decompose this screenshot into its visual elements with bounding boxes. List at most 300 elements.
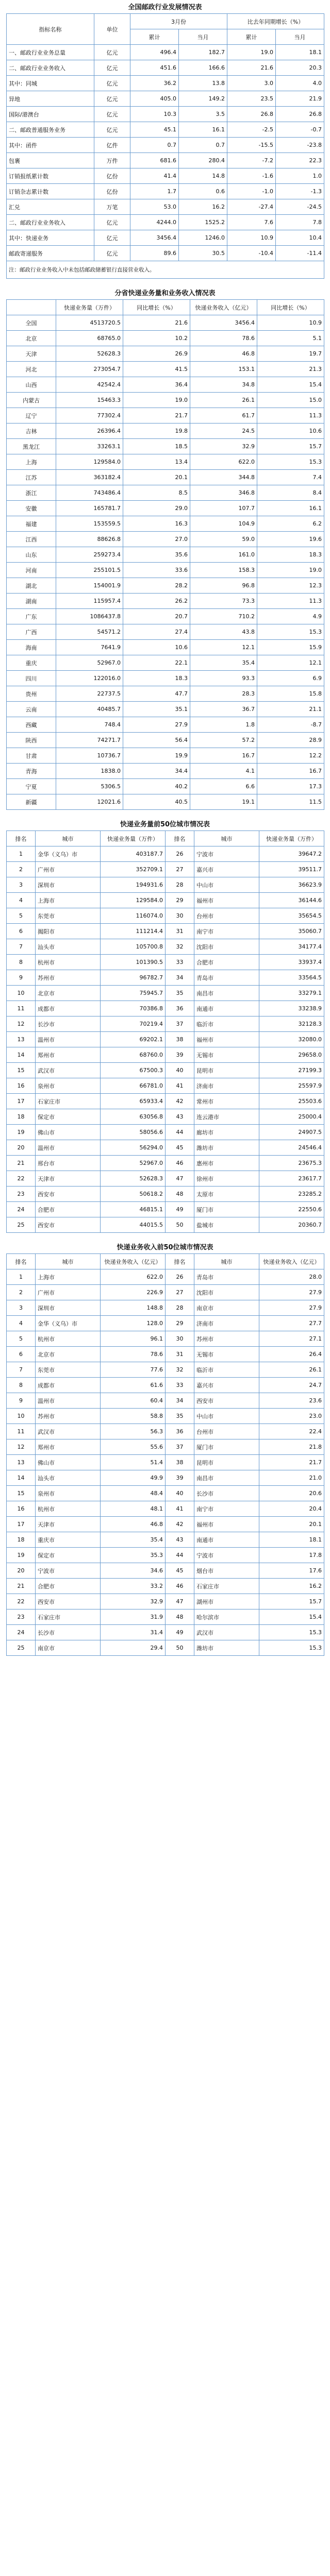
table-cell: 128.0 bbox=[101, 1316, 166, 1331]
table-cell: 681.6 bbox=[130, 153, 179, 168]
table-cell: 58056.6 bbox=[101, 1125, 166, 1140]
table-cell: 19.1 bbox=[190, 794, 257, 810]
table-row bbox=[7, 702, 324, 717]
table-cell: 13 bbox=[7, 1032, 36, 1047]
table-row bbox=[7, 501, 324, 516]
table-cell: 104.9 bbox=[190, 516, 257, 532]
table-cell: 69202.1 bbox=[101, 1032, 166, 1047]
table-cell: -0.7 bbox=[276, 122, 324, 138]
table-cell: 中山市 bbox=[194, 877, 259, 893]
table-cell: 4244.0 bbox=[130, 215, 179, 230]
table-row bbox=[7, 1532, 324, 1548]
table-cell: 上海 bbox=[7, 454, 56, 470]
table-cell: 26.9 bbox=[123, 346, 190, 362]
table-row bbox=[7, 640, 324, 655]
table-cell: 4 bbox=[7, 1316, 36, 1331]
table-cell: 33.2 bbox=[101, 1579, 166, 1594]
table-cell: 44015.5 bbox=[101, 1217, 166, 1233]
table-cell: 68760.0 bbox=[101, 1047, 166, 1063]
table-cell: 46815.1 bbox=[101, 1202, 166, 1217]
header-cell: 城市 bbox=[36, 831, 101, 846]
table-cell: 8 bbox=[7, 955, 36, 970]
table-cell: 11.3 bbox=[257, 594, 324, 609]
table-row bbox=[7, 1455, 324, 1470]
city-revenue-table-body bbox=[7, 1269, 324, 1656]
table-cell: 福州市 bbox=[194, 1517, 259, 1532]
table-row bbox=[7, 315, 324, 331]
table-cell: 13.8 bbox=[179, 76, 227, 91]
table-cell: 96.1 bbox=[101, 1331, 166, 1347]
table-cell: 23.5 bbox=[227, 91, 276, 107]
table2-title: 分省快递业务量和业务收入情况表 bbox=[114, 290, 216, 297]
table-cell: 43 bbox=[166, 1532, 194, 1548]
table-cell: 16.3 bbox=[123, 516, 190, 532]
table-cell: 26 bbox=[166, 1269, 194, 1285]
table-cell: 38 bbox=[166, 1032, 194, 1047]
table-cell: 11 bbox=[7, 1424, 36, 1439]
table-row bbox=[7, 1316, 324, 1331]
table-row bbox=[7, 168, 324, 184]
table-cell: 9 bbox=[7, 1393, 36, 1409]
table-cell: 四川 bbox=[7, 671, 56, 686]
table-cell: 44 bbox=[166, 1125, 194, 1140]
table-cell: 19.9 bbox=[123, 748, 190, 764]
table-cell: 3.5 bbox=[179, 107, 227, 122]
table-cell: 39 bbox=[166, 1047, 194, 1063]
table-row bbox=[7, 578, 324, 594]
table-cell: 22.3 bbox=[276, 153, 324, 168]
table-cell: 15.8 bbox=[257, 686, 324, 702]
table-row bbox=[7, 393, 324, 408]
table-cell: 15 bbox=[7, 1063, 36, 1078]
table-cell: 27.4 bbox=[123, 624, 190, 640]
table-cell: 徐州市 bbox=[194, 1171, 259, 1187]
table-cell: 其中：快递业务 bbox=[7, 230, 94, 246]
table-cell: 11.5 bbox=[257, 794, 324, 810]
table-cell: 27.9 bbox=[259, 1285, 324, 1300]
table-cell: 陕西 bbox=[7, 733, 56, 748]
table-cell: 58.8 bbox=[101, 1409, 166, 1424]
header-cell: 快递业务量（万件） bbox=[101, 831, 166, 846]
table-cell: 12 bbox=[7, 1439, 36, 1455]
table-cell: 25 bbox=[7, 1640, 36, 1656]
table-row bbox=[7, 1032, 324, 1047]
table-cell: 11 bbox=[7, 1001, 36, 1016]
table-row bbox=[7, 1409, 324, 1424]
table-cell: 36.7 bbox=[190, 702, 257, 717]
table-row bbox=[7, 1269, 324, 1285]
table-cell: 19 bbox=[7, 1125, 36, 1140]
table-cell: 32 bbox=[166, 1362, 194, 1378]
table-cell: 6.9 bbox=[257, 671, 324, 686]
table-cell: 沈阳市 bbox=[194, 1285, 259, 1300]
table-cell: 35060.7 bbox=[259, 924, 324, 939]
table-cell: 上海市 bbox=[36, 893, 101, 908]
table-cell: 贵州 bbox=[7, 686, 56, 702]
table-cell: 17.6 bbox=[259, 1563, 324, 1579]
table-cell: 47.7 bbox=[123, 686, 190, 702]
table-cell: 3 bbox=[7, 1300, 36, 1316]
table-cell: 101390.5 bbox=[101, 955, 166, 970]
table-cell: 149.2 bbox=[179, 91, 227, 107]
table-cell: 116074.0 bbox=[101, 908, 166, 924]
table-cell: 16.7 bbox=[257, 764, 324, 779]
table-cell: 20.1 bbox=[259, 1517, 324, 1532]
table-cell: 45 bbox=[166, 1563, 194, 1579]
table-cell: 48 bbox=[166, 1187, 194, 1202]
table-cell: 18.1 bbox=[259, 1532, 324, 1548]
table-cell: 2 bbox=[7, 1285, 36, 1300]
table-cell: 280.4 bbox=[179, 153, 227, 168]
table-row bbox=[7, 1202, 324, 1217]
table-cell: 346.8 bbox=[190, 485, 257, 501]
table-cell: 天津 bbox=[7, 346, 56, 362]
table-cell: 26.4 bbox=[259, 1347, 324, 1362]
table-cell: 12.3 bbox=[257, 578, 324, 594]
table-cell: 8.5 bbox=[123, 485, 190, 501]
table-cell: 西安市 bbox=[36, 1217, 101, 1233]
table-cell: 10.4 bbox=[276, 230, 324, 246]
table-cell: 15.7 bbox=[257, 439, 324, 454]
table-cell: 12021.6 bbox=[56, 794, 123, 810]
table-row bbox=[7, 331, 324, 346]
table-cell: 无锡市 bbox=[194, 1347, 259, 1362]
table-cell: 27.9 bbox=[259, 1300, 324, 1316]
table-row bbox=[7, 877, 324, 893]
table-cell: 33238.9 bbox=[259, 1001, 324, 1016]
table-cell: 合肥市 bbox=[194, 955, 259, 970]
table-cell: 36.2 bbox=[130, 76, 179, 91]
header-cell: 排名 bbox=[166, 831, 194, 846]
table-cell: 25000.4 bbox=[259, 1109, 324, 1125]
table-cell: 1246.0 bbox=[179, 230, 227, 246]
table-cell: 广州市 bbox=[36, 862, 101, 877]
industry-table bbox=[6, 13, 324, 279]
table-cell: 7 bbox=[7, 939, 36, 955]
table-cell: 福建 bbox=[7, 516, 56, 532]
table-row bbox=[7, 122, 324, 138]
table-cell: 13.4 bbox=[123, 454, 190, 470]
table-cell: 46 bbox=[166, 1579, 194, 1594]
table-row bbox=[7, 1378, 324, 1393]
table-cell: 20.6 bbox=[259, 1486, 324, 1501]
table-cell: 49.9 bbox=[101, 1470, 166, 1486]
table-cell: 亿件 bbox=[94, 138, 130, 153]
table-cell: 41 bbox=[166, 1078, 194, 1094]
table-cell: 1838.0 bbox=[56, 764, 123, 779]
table-cell: 惠州市 bbox=[194, 1156, 259, 1171]
table-cell: 29 bbox=[166, 1316, 194, 1331]
table-cell: 南昌市 bbox=[194, 986, 259, 1001]
table-row bbox=[7, 779, 324, 794]
table-row bbox=[7, 1171, 324, 1187]
table-cell: 21.9 bbox=[276, 91, 324, 107]
table-cell: 33.6 bbox=[123, 563, 190, 578]
table-cell: 23.0 bbox=[259, 1409, 324, 1424]
table-cell: 47 bbox=[166, 1594, 194, 1609]
table-cell: 20.3 bbox=[276, 60, 324, 76]
table-cell: 9 bbox=[7, 970, 36, 986]
table-cell: 24.7 bbox=[259, 1378, 324, 1393]
table-row bbox=[7, 924, 324, 939]
table-cell: 安徽 bbox=[7, 501, 56, 516]
table-cell: 19.0 bbox=[123, 393, 190, 408]
table-row bbox=[7, 1140, 324, 1156]
table-cell: 佛山市 bbox=[36, 1125, 101, 1140]
table-cell: 35.4 bbox=[101, 1532, 166, 1548]
table-cell: 35.1 bbox=[123, 702, 190, 717]
table-cell: 52628.3 bbox=[56, 346, 123, 362]
table-cell: 苏州市 bbox=[194, 1331, 259, 1347]
table-cell: 8 bbox=[7, 1378, 36, 1393]
table-cell: 合肥市 bbox=[36, 1202, 101, 1217]
table-row bbox=[7, 563, 324, 578]
table-row bbox=[7, 1331, 324, 1347]
table-cell: 496.4 bbox=[130, 45, 179, 60]
table-row bbox=[7, 76, 324, 91]
table-cell: 23 bbox=[7, 1187, 36, 1202]
table-cell: 亿元 bbox=[94, 45, 130, 60]
table-cell: 40 bbox=[166, 1063, 194, 1078]
table-row bbox=[7, 439, 324, 454]
table-row bbox=[7, 655, 324, 671]
city-volume-table bbox=[6, 831, 324, 1233]
table-cell: 73.3 bbox=[190, 594, 257, 609]
table-row bbox=[7, 1187, 324, 1202]
table-cell: 26.1 bbox=[190, 393, 257, 408]
header-cell: 排名 bbox=[7, 1254, 36, 1269]
table-cell: 订销报纸累计数 bbox=[7, 168, 94, 184]
table-row bbox=[7, 45, 324, 60]
table-cell: 0.7 bbox=[130, 138, 179, 153]
table-cell: 46.8 bbox=[101, 1517, 166, 1532]
table-cell: 61.7 bbox=[190, 408, 257, 423]
table-cell: 汇兑 bbox=[7, 199, 94, 215]
table-cell: 55.6 bbox=[101, 1439, 166, 1455]
table-cell: 51.4 bbox=[101, 1455, 166, 1470]
table-cell: 武汉市 bbox=[36, 1424, 101, 1439]
table-row bbox=[7, 893, 324, 908]
table-cell: 10.9 bbox=[227, 230, 276, 246]
table-cell: 50 bbox=[166, 1640, 194, 1656]
table-cell: 129584.0 bbox=[101, 893, 166, 908]
table-cell: -1.3 bbox=[276, 184, 324, 199]
table-cell: 34 bbox=[166, 1393, 194, 1409]
header-cell: 累计 bbox=[227, 29, 276, 45]
table-cell: 33263.1 bbox=[56, 439, 123, 454]
table-row bbox=[7, 624, 324, 640]
table-cell: 1 bbox=[7, 846, 36, 862]
table-cell: 53.0 bbox=[130, 199, 179, 215]
table-cell: -7.2 bbox=[227, 153, 276, 168]
header-cell: 快递业务收入（亿元） bbox=[101, 1254, 166, 1269]
table-row bbox=[7, 408, 324, 423]
table-cell: 6 bbox=[7, 924, 36, 939]
table-cell: 18.3 bbox=[257, 547, 324, 563]
table-row bbox=[7, 60, 324, 76]
table-cell: 37 bbox=[166, 1016, 194, 1032]
table-cell: 27.7 bbox=[259, 1316, 324, 1331]
table-cell: 温州市 bbox=[36, 1032, 101, 1047]
table-cell: 56294.0 bbox=[101, 1140, 166, 1156]
table-cell: 21 bbox=[7, 1156, 36, 1171]
table-cell: 15.3 bbox=[259, 1625, 324, 1640]
table-cell: 743486.4 bbox=[56, 485, 123, 501]
table-cell: 32 bbox=[166, 939, 194, 955]
table-cell: 15.3 bbox=[259, 1640, 324, 1656]
table-note: 注：邮政行业业务收入中未包括邮政储蓄银行直接营业收入。 bbox=[7, 261, 324, 279]
table-cell: 27.1 bbox=[259, 1331, 324, 1347]
table-cell: 合肥市 bbox=[36, 1579, 101, 1594]
table-cell: 海南 bbox=[7, 640, 56, 655]
table-cell: 武汉市 bbox=[194, 1625, 259, 1640]
table-cell: 云南 bbox=[7, 702, 56, 717]
table-cell: 35 bbox=[166, 1409, 194, 1424]
table-cell: 54571.2 bbox=[56, 624, 123, 640]
table-cell: 10.3 bbox=[130, 107, 179, 122]
table-cell: 太原市 bbox=[194, 1187, 259, 1202]
table-cell: 15 bbox=[7, 1486, 36, 1501]
table-cell: 亿份 bbox=[94, 168, 130, 184]
table-cell: 111214.4 bbox=[101, 924, 166, 939]
table-cell: 42 bbox=[166, 1094, 194, 1109]
table-cell: 杭州市 bbox=[36, 955, 101, 970]
table-cell: 24.5 bbox=[190, 423, 257, 439]
table-cell: 金华（义乌）市 bbox=[36, 846, 101, 862]
table-cell: 28.9 bbox=[257, 733, 324, 748]
table-row bbox=[7, 1517, 324, 1532]
table-cell: 21.6 bbox=[123, 315, 190, 331]
table-cell: 78.6 bbox=[190, 331, 257, 346]
table-cell: 66781.0 bbox=[101, 1078, 166, 1094]
table-cell: 天津市 bbox=[36, 1517, 101, 1532]
table-cell: 255101.5 bbox=[56, 563, 123, 578]
table-cell: 35 bbox=[166, 986, 194, 1001]
table-header-row bbox=[7, 14, 324, 29]
table-cell: -23.8 bbox=[276, 138, 324, 153]
table-cell: 3 bbox=[7, 877, 36, 893]
table-cell: 江西 bbox=[7, 532, 56, 547]
table-row bbox=[7, 1078, 324, 1094]
table-cell: 台州市 bbox=[194, 908, 259, 924]
header-cell: 同比增长（%） bbox=[257, 300, 324, 315]
header-cell: 快递业务量（万件） bbox=[56, 300, 123, 315]
table-cell: 43.8 bbox=[190, 624, 257, 640]
table-cell: 国际/港澳台 bbox=[7, 107, 94, 122]
table-cell: 西安市 bbox=[194, 1393, 259, 1409]
table-row bbox=[7, 1439, 324, 1455]
header-cell: 排名 bbox=[7, 831, 36, 846]
table-row bbox=[7, 794, 324, 810]
table-cell: 7.4 bbox=[257, 470, 324, 485]
table-cell: 南昌市 bbox=[194, 1470, 259, 1486]
table-cell: 46 bbox=[166, 1156, 194, 1171]
table-cell: 厦门市 bbox=[194, 1202, 259, 1217]
table-cell: 10 bbox=[7, 986, 36, 1001]
table-row bbox=[7, 184, 324, 199]
table-cell: 29.4 bbox=[101, 1640, 166, 1656]
table-cell: 41.5 bbox=[123, 362, 190, 377]
table-cell: 27 bbox=[166, 862, 194, 877]
table-cell: 153559.5 bbox=[56, 516, 123, 532]
table-row bbox=[7, 1362, 324, 1378]
table-cell: 60.4 bbox=[101, 1393, 166, 1409]
header-cell: 比去年同期增长（%） bbox=[227, 14, 324, 29]
table-cell: 石家庄市 bbox=[194, 1579, 259, 1594]
table-cell: 南宁市 bbox=[194, 924, 259, 939]
table-cell: 石家庄市 bbox=[36, 1609, 101, 1625]
header-cell: 当月 bbox=[276, 29, 324, 45]
table-cell: 19.0 bbox=[257, 563, 324, 578]
table-cell: 96.8 bbox=[190, 578, 257, 594]
table-cell: 40.5 bbox=[123, 794, 190, 810]
table-cell: 其中：函件 bbox=[7, 138, 94, 153]
table-cell: 12.1 bbox=[257, 655, 324, 671]
table-row bbox=[7, 970, 324, 986]
table-cell: 深圳市 bbox=[36, 1300, 101, 1316]
table-row bbox=[7, 1217, 324, 1233]
table-cell: 148.8 bbox=[101, 1300, 166, 1316]
table-cell: 45 bbox=[166, 1140, 194, 1156]
table-cell: 44 bbox=[166, 1548, 194, 1563]
table-cell: 748.4 bbox=[56, 717, 123, 733]
table-cell: 52628.3 bbox=[101, 1171, 166, 1187]
table-cell: 17.3 bbox=[257, 779, 324, 794]
table-cell: 40485.7 bbox=[56, 702, 123, 717]
table-cell: 19 bbox=[7, 1548, 36, 1563]
header-cell: 单位 bbox=[94, 14, 130, 45]
table-cell: 北京市 bbox=[36, 1347, 101, 1362]
table-cell: 广州市 bbox=[36, 1285, 101, 1300]
table-cell: 宁夏 bbox=[7, 779, 56, 794]
table-cell: 盐城市 bbox=[194, 1217, 259, 1233]
table-cell: 杭州市 bbox=[36, 1501, 101, 1517]
table-cell: 16.1 bbox=[257, 501, 324, 516]
table-cell: 潍坊市 bbox=[194, 1140, 259, 1156]
table-cell: 亿元 bbox=[94, 91, 130, 107]
table-cell: 中山市 bbox=[194, 1409, 259, 1424]
table-cell: 10.6 bbox=[257, 423, 324, 439]
table-cell: 揭阳市 bbox=[36, 924, 101, 939]
header-cell: 城市 bbox=[36, 1254, 101, 1269]
table-cell: 7641.9 bbox=[56, 640, 123, 655]
table-cell: 二、邮政行业业务收入 bbox=[7, 60, 94, 76]
table-cell: 23.6 bbox=[259, 1393, 324, 1409]
table-cell: -2.5 bbox=[227, 122, 276, 138]
table-cell: 65933.4 bbox=[101, 1094, 166, 1109]
table-row bbox=[7, 423, 324, 439]
table-row bbox=[7, 1393, 324, 1409]
table-cell: 3456.4 bbox=[190, 315, 257, 331]
table-cell: 50 bbox=[166, 1217, 194, 1233]
table-cell: 10.9 bbox=[257, 315, 324, 331]
table-row bbox=[7, 1063, 324, 1078]
table-cell: 26.1 bbox=[259, 1362, 324, 1378]
table-cell: 24546.4 bbox=[259, 1140, 324, 1156]
table-cell: 33 bbox=[166, 955, 194, 970]
table-cell: 全国 bbox=[7, 315, 56, 331]
table-cell: 台州市 bbox=[194, 1424, 259, 1439]
table-cell: 19.8 bbox=[123, 423, 190, 439]
table-cell: 52967.0 bbox=[101, 1156, 166, 1171]
table-cell: 天津市 bbox=[36, 1171, 101, 1187]
table-cell: 15.9 bbox=[257, 640, 324, 655]
table-cell: 厦门市 bbox=[194, 1439, 259, 1455]
table-cell: 29.0 bbox=[123, 501, 190, 516]
table-row bbox=[7, 199, 324, 215]
table-cell: 28.2 bbox=[123, 578, 190, 594]
table-cell: 16 bbox=[7, 1078, 36, 1094]
